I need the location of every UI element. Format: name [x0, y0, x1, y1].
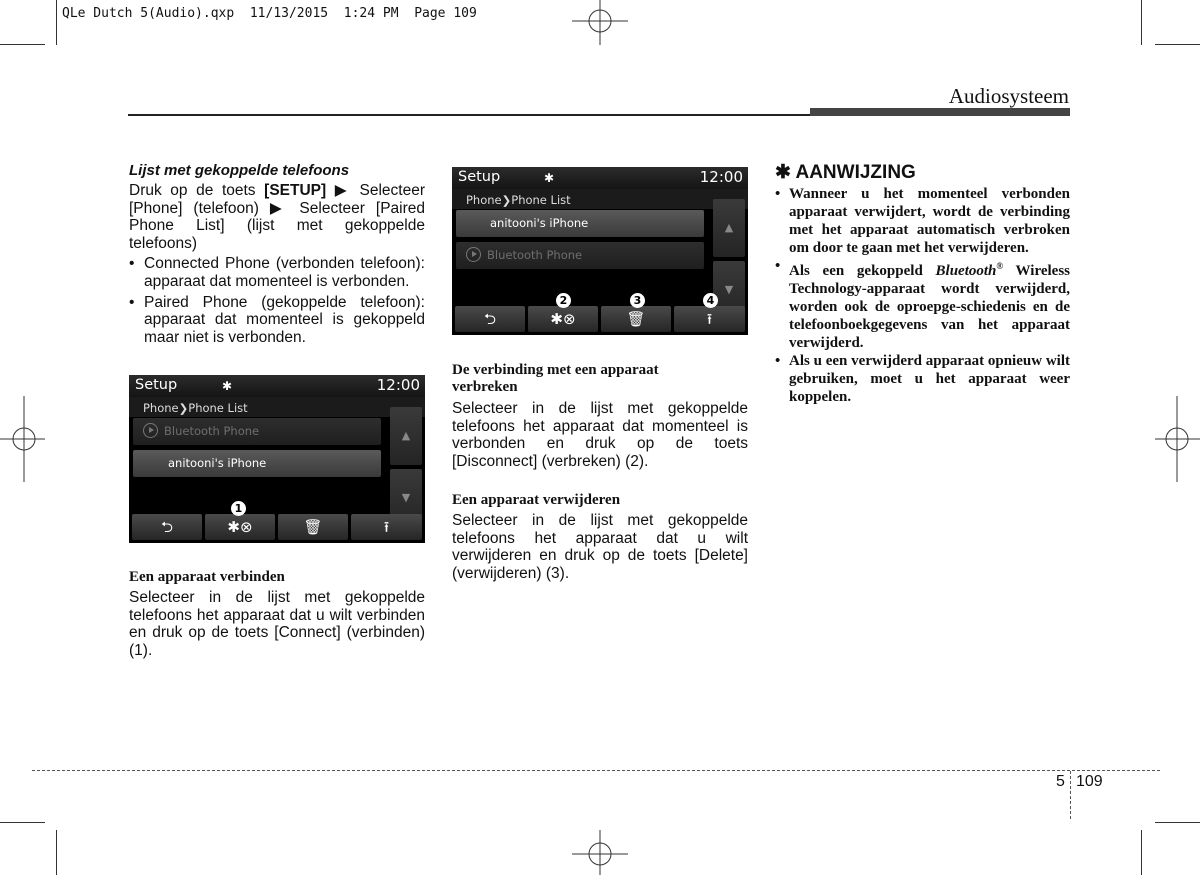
back-icon: ⮌ [160, 518, 173, 536]
crop-mark [56, 830, 57, 875]
play-icon [143, 423, 158, 438]
crop-mark [1155, 44, 1200, 45]
scroll-up-button[interactable] [713, 199, 745, 257]
list-item-iphone[interactable] [456, 210, 704, 237]
upload-icon: ⭱ [706, 310, 713, 328]
print-header: QLe Dutch 5(Audio).qxp 11/13/2015 1:24 PM Page 109 [62, 6, 477, 21]
back-button[interactable] [132, 514, 202, 540]
crop-mark [1141, 0, 1142, 45]
list-item: • Connected Phone (verbonden telefoon): apparaat dat momenteel is verbonden. [129, 255, 425, 290]
page-number: 109 [1076, 773, 1103, 790]
header-rule-accent [810, 108, 1070, 116]
row-label: anitooni's iPhone [490, 216, 589, 230]
callout-2: 2 [556, 293, 571, 308]
note-item: • Als een gekoppeld Bluetooth® Wireless Technology-apparaat wordt verwijderd, worden ook de oproepge-schiedenis en de telefoonboekgegevens van het apparaat verwijderd. [773, 257, 1070, 352]
play-icon [466, 247, 481, 262]
crop-mark [0, 822, 45, 823]
list-item: • Paired Phone (gekoppelde telefoon): apparaat dat momenteel is gekoppeld maar niet is verbonden. [129, 294, 425, 347]
up-arrow-icon: ▲ [401, 429, 411, 442]
note-list [773, 185, 1070, 406]
registration-mark-right [1155, 396, 1200, 482]
disconnect-heading: De verbinding met een apparaat verbreken [452, 362, 659, 395]
delete-button[interactable] [601, 306, 671, 332]
bluetooth-icon: ✱ [544, 171, 555, 185]
crop-mark [56, 0, 57, 45]
upload-button[interactable] [351, 514, 422, 540]
callout-4: 4 [703, 293, 718, 308]
row-label: Bluetooth Phone [487, 248, 583, 262]
note-item: • Als u een verwijderd apparaat opnieuw wilt gebruiken, moet u het apparaat weer koppelen. [773, 352, 1070, 406]
delete-paragraph: Selecteer in de lijst met gekoppelde telefoons het apparaat dat u wilt verwijderen en druk op de toets [Delete] (verwijderen) (3). [452, 512, 748, 582]
crop-mark [1155, 822, 1200, 823]
bluetooth-disconnect-icon: ✱⊗ [227, 518, 253, 536]
list-item-bluetooth-phone[interactable] [133, 418, 381, 445]
running-title: Audiosysteem [948, 84, 1069, 108]
breadcrumb: Phone❯Phone List [143, 401, 248, 415]
disconnect-button[interactable] [528, 306, 598, 332]
crop-mark [0, 44, 45, 45]
screen-clock: 12:00 [699, 168, 743, 186]
screen-clock: 12:00 [376, 376, 420, 394]
scroll-up-button[interactable] [390, 407, 422, 465]
down-arrow-icon: ▼ [724, 283, 734, 296]
footer-vrule [1070, 771, 1071, 819]
chapter-number: 5 [1056, 773, 1065, 790]
trash-icon: 🗑 [626, 310, 646, 328]
registration-mark-bottom [572, 830, 628, 875]
connect-heading: Een apparaat verbinden [129, 569, 285, 585]
list-item-bluetooth-phone[interactable] [456, 242, 704, 269]
setup-screen-1 [129, 375, 425, 543]
back-icon: ⮌ [483, 310, 496, 328]
down-arrow-icon: ▼ [401, 491, 411, 504]
section-heading: Lijst met gekoppelde telefoons [129, 162, 350, 179]
bluetooth-icon: ✱ [222, 379, 233, 393]
phone-type-list [129, 255, 425, 346]
bluetooth-disconnect-icon: ✱⊗ [550, 310, 576, 328]
note-item: • Wanneer u het momenteel verbonden apparaat verwijdert, wordt de verbinding met het apparaat automatisch verbroken om door te gaan met het verwijderen. [773, 185, 1070, 257]
crop-mark [1141, 830, 1142, 875]
connect-button[interactable] [205, 514, 275, 540]
footer-rule [32, 770, 1160, 771]
connect-paragraph: Selecteer in de lijst met gekoppelde telefoons het apparaat dat u wilt verbinden en druk op de toets [Connect] (verbinden) (1). [129, 589, 425, 659]
setup-screen-2 [452, 167, 748, 335]
upload-icon: ⭱ [383, 518, 390, 536]
note-heading: ✱ AANWIJZING [775, 162, 916, 183]
up-arrow-icon: ▲ [724, 221, 734, 234]
registration-mark-left [0, 396, 45, 482]
registration-mark-top [572, 0, 628, 45]
breadcrumb: Phone❯Phone List [466, 193, 571, 207]
delete-heading: Een apparaat verwijderen [452, 492, 621, 508]
callout-1: 1 [231, 501, 246, 516]
row-label: anitooni's iPhone [168, 456, 267, 470]
disconnect-paragraph: Selecteer in de lijst met gekoppelde telefoons het apparaat dat momenteel is verbonden en druk op de toets [Disconnect] (verbreken) (2). [452, 400, 748, 470]
intro-paragraph: Druk op de toets [SETUP] ▶ Selecteer [Phone] (telefoon) ▶ Selecteer [Paired Phone List] (lijst met gekoppelde telefoons) • Connected Phone (verbonden telefoon): apparaat dat momenteel is verbonden. • Paired Phone (gekoppelde telefoon): apparaat dat momenteel is gekoppeld maar niet is verbonden. [129, 182, 425, 346]
list-item-iphone[interactable] [133, 450, 381, 477]
callout-3: 3 [630, 293, 645, 308]
delete-button[interactable] [278, 514, 348, 540]
row-label: Bluetooth Phone [164, 424, 260, 438]
screen-title: Setup [458, 169, 501, 185]
trash-icon: 🗑 [303, 518, 323, 536]
screen-title: Setup [135, 377, 178, 393]
back-button[interactable] [455, 306, 525, 332]
upload-button[interactable] [674, 306, 745, 332]
